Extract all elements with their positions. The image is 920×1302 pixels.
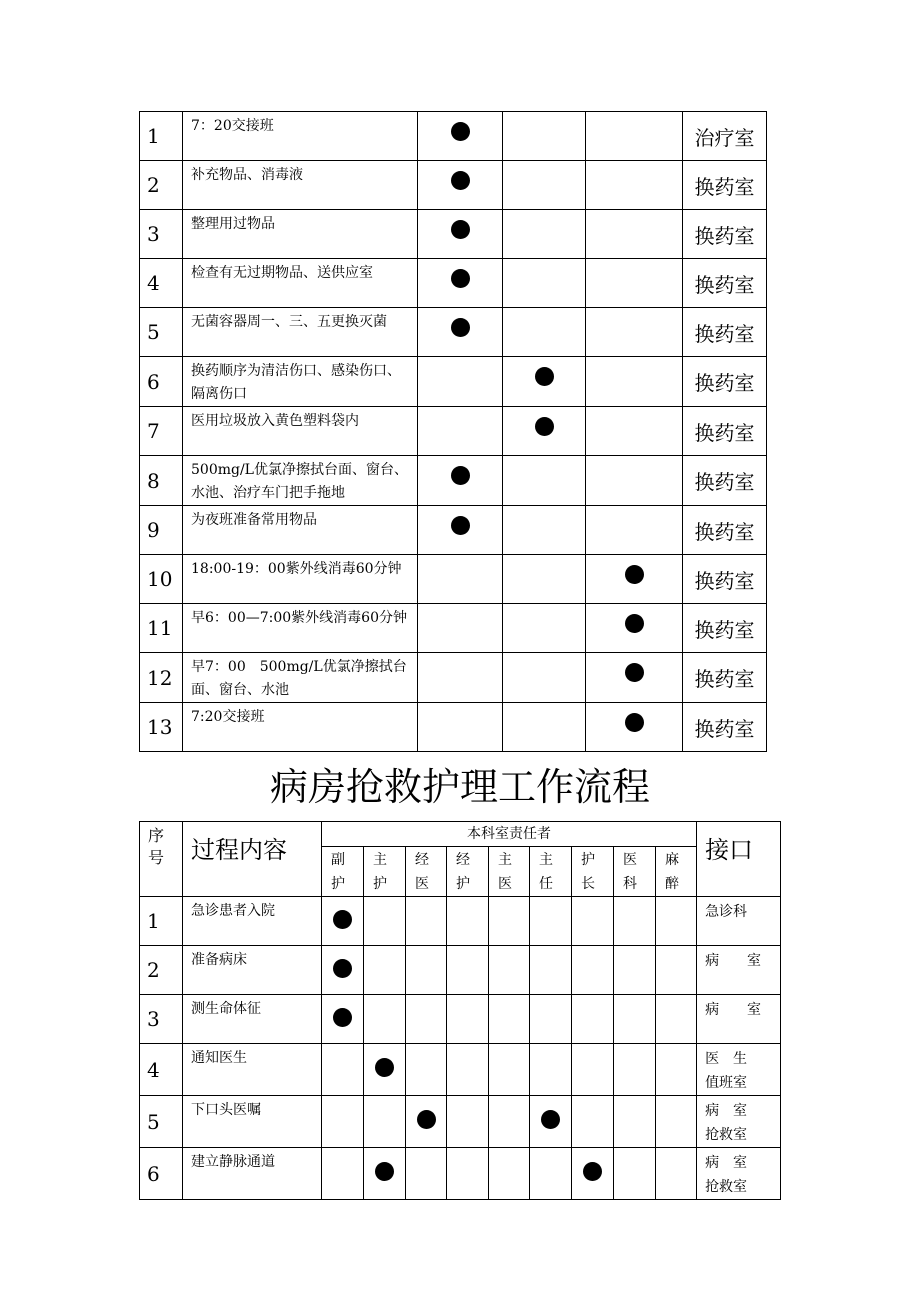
responsibility-cell: [406, 897, 447, 946]
responsibility-cell: [322, 1044, 364, 1096]
row-content: 早7：00 500mg/L优氯净擦拭台面、窗台、水池: [183, 653, 418, 703]
responsibility-cell: [530, 1044, 572, 1096]
filled-circle-icon: [535, 367, 554, 386]
filled-circle-icon: [541, 1110, 560, 1129]
responsibility-cell: [586, 456, 683, 506]
filled-circle-icon: [451, 220, 470, 239]
row-content: 换药顺序为清洁伤口、感染伤口、隔离伤口: [183, 357, 418, 407]
header-role: [572, 847, 614, 897]
responsibility-cell: [586, 112, 683, 161]
responsibility-cell: [572, 995, 614, 1044]
row-location: 换药室: [683, 604, 767, 653]
filled-circle-icon: [333, 1008, 352, 1027]
filled-circle-icon: [417, 1110, 436, 1129]
responsibility-cell: [586, 407, 683, 456]
header-role: [530, 847, 572, 897]
row-interface: 病 室 抢救室: [697, 1096, 781, 1148]
header-role-label: 麻醉: [665, 852, 679, 892]
header-role-label: 医科: [623, 852, 637, 892]
header-role-label: 护长: [581, 852, 595, 892]
responsibility-cell: [364, 1044, 406, 1096]
row-number: 3: [140, 995, 183, 1044]
responsibility-cell: [364, 897, 406, 946]
row-content: 为夜班准备常用物品: [183, 506, 418, 555]
responsibility-cell: [418, 456, 503, 506]
row-number: 6: [140, 357, 183, 407]
row-interface: 病 室: [697, 946, 781, 995]
row-content: 无菌容器周一、三、五更换灭菌: [183, 308, 418, 357]
responsibility-cell: [447, 1096, 489, 1148]
row-number: 10: [140, 555, 183, 604]
row-location: 换药室: [683, 555, 767, 604]
daily-task-table: [139, 111, 767, 752]
header-role: [322, 847, 364, 897]
table-row: [140, 161, 767, 210]
responsibility-cell: [572, 1044, 614, 1096]
header-xuhao-label: 序号: [148, 826, 165, 867]
row-number: 1: [140, 897, 183, 946]
header-role-label: 副护: [331, 852, 345, 892]
responsibility-cell: [447, 897, 489, 946]
filled-circle-icon: [451, 516, 470, 535]
responsibility-cell: [406, 946, 447, 995]
row-location: 换药室: [683, 308, 767, 357]
row-location: 换药室: [683, 703, 767, 752]
header-role-label: 主任: [539, 852, 553, 892]
header-role: [364, 847, 406, 897]
row-number: 11: [140, 604, 183, 653]
responsibility-cell: [322, 1148, 364, 1200]
row-number: 5: [140, 1096, 183, 1148]
table-row: [140, 555, 767, 604]
responsibility-cell: [503, 555, 586, 604]
responsibility-cell: [447, 946, 489, 995]
row-number: 2: [140, 946, 183, 995]
table-row: [140, 308, 767, 357]
responsibility-cell: [530, 1148, 572, 1200]
header-role-label: 主医: [498, 852, 512, 892]
row-content: 急诊患者入院: [183, 897, 322, 946]
responsibility-cell: [503, 161, 586, 210]
row-number: 1: [140, 112, 183, 161]
row-number: 5: [140, 308, 183, 357]
responsibility-cell: [447, 995, 489, 1044]
header-xuhao: [140, 822, 183, 897]
responsibility-cell: [418, 112, 503, 161]
table-row: [140, 210, 767, 259]
responsibility-cell: [614, 995, 656, 1044]
row-content: 7:20交接班: [183, 703, 418, 752]
responsibility-cell: [503, 210, 586, 259]
responsibility-cell: [418, 703, 503, 752]
responsibility-cell: [656, 1096, 697, 1148]
row-content: 检查有无过期物品、送供应室: [183, 259, 418, 308]
header-role-label: 主护: [373, 852, 387, 892]
table-row: [140, 653, 767, 703]
table-row: [140, 112, 767, 161]
row-content: 下口头医嘱: [183, 1096, 322, 1148]
responsibility-cell: [406, 1044, 447, 1096]
filled-circle-icon: [451, 269, 470, 288]
header-role: [447, 847, 489, 897]
responsibility-cell: [322, 995, 364, 1044]
responsibility-cell: [322, 897, 364, 946]
row-location: 换药室: [683, 506, 767, 555]
row-content: 补充物品、消毒液: [183, 161, 418, 210]
header-role: [489, 847, 530, 897]
row-content: 7：20交接班: [183, 112, 418, 161]
filled-circle-icon: [625, 565, 644, 584]
responsibility-cell: [530, 995, 572, 1044]
responsibility-cell: [614, 897, 656, 946]
responsibility-cell: [489, 1096, 530, 1148]
responsibility-cell: [572, 1096, 614, 1148]
row-number: 12: [140, 653, 183, 703]
header-role-label: 经护: [456, 852, 470, 892]
table-row: [140, 259, 767, 308]
row-location: 换药室: [683, 210, 767, 259]
responsibility-cell: [447, 1148, 489, 1200]
responsibility-cell: [586, 506, 683, 555]
table-row: [140, 604, 767, 653]
filled-circle-icon: [451, 171, 470, 190]
table-row: [140, 407, 767, 456]
responsibility-cell: [586, 653, 683, 703]
responsibility-cell: [489, 1044, 530, 1096]
header-role: [614, 847, 656, 897]
responsibility-cell: [418, 210, 503, 259]
responsibility-cell: [586, 161, 683, 210]
responsibility-cell: [364, 1148, 406, 1200]
row-interface: 病 室: [697, 995, 781, 1044]
responsibility-cell: [586, 357, 683, 407]
responsibility-cell: [503, 653, 586, 703]
responsibility-cell: [447, 1044, 489, 1096]
responsibility-cell: [614, 1148, 656, 1200]
row-number: 2: [140, 161, 183, 210]
row-content: 通知医生: [183, 1044, 322, 1096]
responsibility-cell: [614, 1096, 656, 1148]
responsibility-cell: [418, 161, 503, 210]
table-row: [140, 703, 767, 752]
responsibility-cell: [586, 210, 683, 259]
responsibility-cell: [586, 555, 683, 604]
responsibility-cell: [418, 604, 503, 653]
filled-circle-icon: [625, 713, 644, 732]
table-row: [140, 456, 767, 506]
filled-circle-icon: [451, 318, 470, 337]
responsibility-cell: [530, 1096, 572, 1148]
table-row: [140, 1096, 781, 1148]
responsibility-cell: [503, 506, 586, 555]
responsibility-cell: [418, 506, 503, 555]
responsibility-cell: [489, 1148, 530, 1200]
row-number: 13: [140, 703, 183, 752]
row-content: 18:00-19：00紫外线消毒60分钟: [183, 555, 418, 604]
header-row-top: [140, 822, 781, 847]
row-number: 9: [140, 506, 183, 555]
responsibility-cell: [364, 995, 406, 1044]
row-interface: 病 室 抢救室: [697, 1148, 781, 1200]
responsibility-cell: [503, 604, 586, 653]
responsibility-cell: [503, 456, 586, 506]
responsibility-cell: [656, 897, 697, 946]
row-content: 500mg/L优氯净擦拭台面、窗台、水池、治疗车门把手拖地: [183, 456, 418, 506]
filled-circle-icon: [625, 663, 644, 682]
table-row: [140, 357, 767, 407]
responsibility-cell: [503, 703, 586, 752]
section-title: 病房抢救护理工作流程: [269, 765, 650, 809]
responsibility-cell: [418, 357, 503, 407]
responsibility-cell: [572, 897, 614, 946]
filled-circle-icon: [375, 1162, 394, 1181]
row-interface: 医 生 值班室: [697, 1044, 781, 1096]
header-role: [656, 847, 697, 897]
row-location: 治疗室: [683, 112, 767, 161]
header-role: [406, 847, 447, 897]
responsibility-cell: [572, 946, 614, 995]
table-row: [140, 1044, 781, 1096]
row-location: 换药室: [683, 407, 767, 456]
row-location: 换药室: [683, 357, 767, 407]
responsibility-cell: [586, 703, 683, 752]
responsibility-cell: [418, 653, 503, 703]
header-responsible-group: 本科室责任者: [322, 822, 697, 847]
row-number: 4: [140, 1044, 183, 1096]
responsibility-cell: [364, 946, 406, 995]
row-number: 6: [140, 1148, 183, 1200]
responsibility-cell: [656, 1148, 697, 1200]
responsibility-cell: [586, 604, 683, 653]
responsibility-cell: [406, 995, 447, 1044]
responsibility-cell: [572, 1148, 614, 1200]
responsibility-cell: [503, 407, 586, 456]
row-location: 换药室: [683, 653, 767, 703]
responsibility-cell: [656, 946, 697, 995]
row-location: 换药室: [683, 456, 767, 506]
row-number: 3: [140, 210, 183, 259]
table-row: [140, 506, 767, 555]
row-content: 早6：00—7:00紫外线消毒60分钟: [183, 604, 418, 653]
filled-circle-icon: [375, 1058, 394, 1077]
responsibility-cell: [489, 897, 530, 946]
row-number: 8: [140, 456, 183, 506]
responsibility-cell: [406, 1096, 447, 1148]
responsibility-cell: [530, 897, 572, 946]
responsibility-cell: [418, 308, 503, 357]
row-number: 4: [140, 259, 183, 308]
filled-circle-icon: [451, 466, 470, 485]
row-content: 测生命体征: [183, 995, 322, 1044]
responsibility-cell: [586, 308, 683, 357]
responsibility-cell: [614, 946, 656, 995]
filled-circle-icon: [333, 959, 352, 978]
responsibility-cell: [322, 946, 364, 995]
responsibility-cell: [656, 1044, 697, 1096]
row-content: 准备病床: [183, 946, 322, 995]
responsibility-cell: [503, 259, 586, 308]
responsibility-cell: [503, 357, 586, 407]
responsibility-cell: [364, 1096, 406, 1148]
responsibility-cell: [418, 259, 503, 308]
table-row: [140, 1148, 781, 1200]
filled-circle-icon: [451, 122, 470, 141]
responsibility-cell: [322, 1096, 364, 1148]
responsibility-cell: [586, 259, 683, 308]
responsibility-cell: [614, 1044, 656, 1096]
responsibility-cell: [503, 308, 586, 357]
filled-circle-icon: [625, 614, 644, 633]
responsibility-cell: [656, 995, 697, 1044]
responsibility-cell: [418, 555, 503, 604]
filled-circle-icon: [535, 417, 554, 436]
row-content: 医用垃圾放入黄色塑料袋内: [183, 407, 418, 456]
rescue-process-table: [139, 821, 781, 1200]
filled-circle-icon: [333, 910, 352, 929]
row-number: 7: [140, 407, 183, 456]
responsibility-cell: [489, 946, 530, 995]
responsibility-cell: [503, 112, 586, 161]
header-content: 过程内容: [183, 822, 322, 897]
filled-circle-icon: [583, 1162, 602, 1181]
responsibility-cell: [489, 995, 530, 1044]
table-row: [140, 897, 781, 946]
header-role-label: 经医: [415, 852, 429, 892]
responsibility-cell: [530, 946, 572, 995]
responsibility-cell: [406, 1148, 447, 1200]
row-location: 换药室: [683, 161, 767, 210]
row-content: 建立静脉通道: [183, 1148, 322, 1200]
table-row: [140, 946, 781, 995]
row-location: 换药室: [683, 259, 767, 308]
row-interface: 急诊科: [697, 897, 781, 946]
header-jiekou: 接口: [697, 822, 781, 897]
row-content: 整理用过物品: [183, 210, 418, 259]
table-row: [140, 995, 781, 1044]
responsibility-cell: [418, 407, 503, 456]
